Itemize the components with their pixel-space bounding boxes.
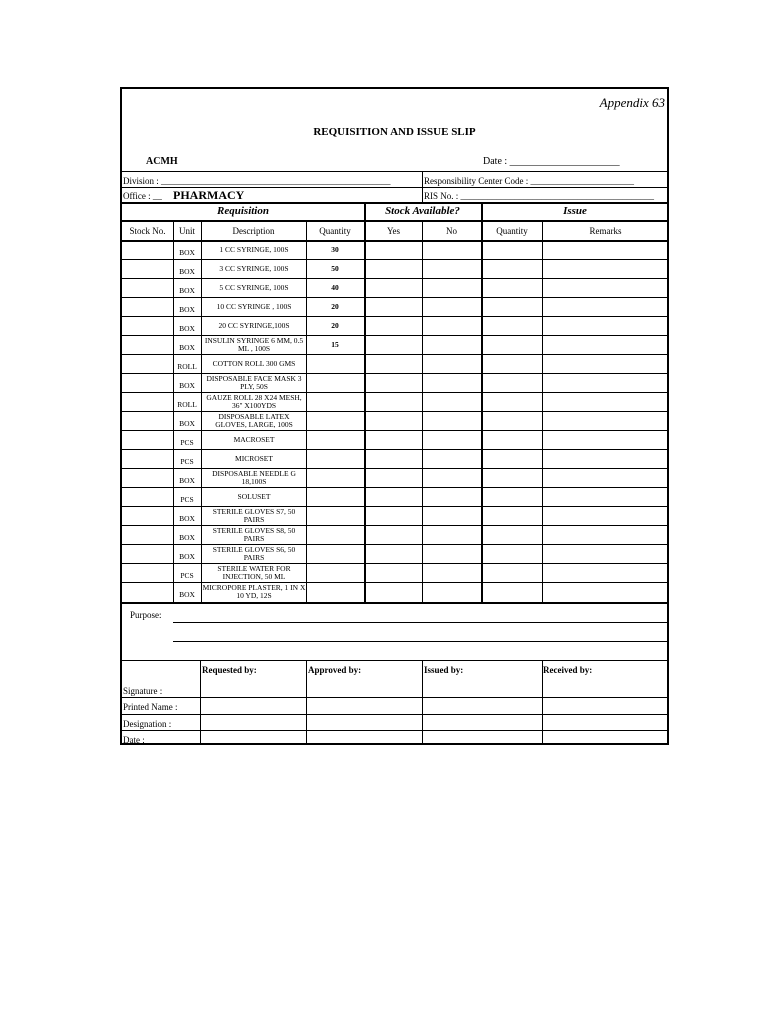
item-unit: BOX	[179, 267, 195, 276]
item-quantity	[306, 373, 364, 392]
item-quantity: 50	[331, 263, 339, 273]
group-header-issue: Issue	[563, 205, 587, 217]
item-quantity	[306, 354, 364, 373]
divider	[122, 602, 667, 604]
item-quantity: 15	[331, 339, 339, 349]
item-description: 10 CC SYRINGE , 100S	[216, 301, 292, 311]
purpose-line[interactable]	[173, 641, 667, 642]
responsibility-center-code-field[interactable]: Responsibility Center Code : _______________________	[424, 176, 634, 186]
item-unit: BOX	[179, 381, 195, 390]
divider	[122, 171, 667, 172]
column-header-description: Description	[232, 226, 275, 236]
purpose-label: Purpose:	[130, 610, 162, 620]
item-unit: BOX	[179, 248, 195, 257]
divider	[422, 660, 423, 745]
designation-row-label: Designation :	[123, 719, 172, 729]
item-unit: BOX	[179, 552, 195, 561]
item-quantity	[306, 544, 364, 563]
item-unit: PCS	[180, 438, 194, 447]
item-unit: PCS	[180, 457, 194, 466]
column-header-stock-no: Stock No.	[129, 226, 166, 236]
item-unit: ROLL	[177, 362, 197, 371]
divider	[481, 202, 483, 603]
item-unit: BOX	[179, 590, 195, 599]
divider	[122, 220, 667, 222]
item-unit: BOX	[179, 324, 195, 333]
requested-by-label: Requested by:	[202, 665, 257, 675]
group-header-requisition: Requisition	[217, 205, 269, 217]
appendix-label: Appendix 63	[599, 95, 665, 110]
item-description: DISPOSABLE FACE MASK 3 PLY, 50S	[206, 373, 302, 391]
approved-by-label: Approved by:	[308, 665, 362, 675]
item-quantity	[306, 582, 364, 601]
item-unit: PCS	[180, 571, 194, 580]
item-description: MACROSET	[233, 434, 275, 444]
item-quantity	[306, 411, 364, 430]
divider	[422, 171, 423, 202]
item-description: 5 CC SYRINGE, 100S	[219, 282, 289, 292]
received-by-label: Received by:	[543, 665, 593, 675]
item-unit: BOX	[179, 476, 195, 485]
divider	[200, 660, 201, 745]
issued-by-label: Issued by:	[424, 665, 464, 675]
divider	[122, 730, 667, 731]
signature-row-label: Signature :	[123, 686, 163, 696]
item-quantity	[306, 430, 364, 449]
divider	[306, 660, 307, 745]
divider	[122, 714, 667, 715]
requisition-issue-slip-form	[120, 87, 669, 745]
form-title: REQUISITION AND ISSUE SLIP	[313, 126, 476, 138]
item-description: GAUZE ROLL 28 X24 MESH, 36" X100YDS	[206, 392, 302, 410]
item-description: 3 CC SYRINGE, 100S	[219, 263, 289, 273]
entity-name: ACMH	[146, 156, 178, 167]
item-quantity: 20	[331, 320, 339, 330]
column-header-yes: Yes	[386, 226, 401, 236]
divider	[364, 202, 366, 603]
column-header-remarks: Remarks	[589, 226, 622, 236]
office-value[interactable]: PHARMACY	[173, 188, 245, 202]
item-quantity	[306, 468, 364, 487]
column-header-no: No	[446, 226, 457, 236]
ris-number-field[interactable]: RIS No. : ___________________________________________	[424, 191, 655, 201]
division-field[interactable]: Division : ___________________________________________________	[123, 176, 391, 186]
item-description: DISPOSABLE NEEDLE G 18,100S	[212, 468, 296, 486]
item-description: MICROSET	[235, 453, 273, 463]
group-header-stock-available: Stock Available?	[385, 205, 460, 217]
item-quantity	[306, 563, 364, 582]
item-unit: BOX	[179, 514, 195, 523]
item-description: INSULIN SYRINGE 6 MM, 0.5 ML , 100S	[204, 335, 304, 353]
item-description: MICROPORE PLASTER, 1 IN X 10 YD, 12S	[202, 582, 306, 600]
item-description: 1 CC SYRINGE, 100S	[219, 244, 289, 254]
divider	[122, 697, 667, 698]
item-quantity	[306, 449, 364, 468]
item-unit: BOX	[179, 305, 195, 314]
item-unit: BOX	[179, 533, 195, 542]
date-row-label: Date :	[123, 735, 145, 745]
column-header-issue-quantity: Quantity	[496, 226, 528, 236]
item-unit: BOX	[179, 286, 195, 295]
item-quantity	[306, 392, 364, 411]
item-description: STERILE WATER FOR INJECTION, 50 ML	[217, 563, 291, 581]
item-unit: BOX	[179, 343, 195, 352]
office-label: Office : __	[123, 191, 162, 201]
column-header-unit: Unit	[178, 226, 195, 236]
item-description: DISPOSABLE LATEX GLOVES, LARGE, 100S	[215, 411, 293, 429]
item-description: STERILE GLOVES S8, 50 PAIRS	[212, 525, 296, 543]
item-description: SOLUSET	[237, 491, 271, 501]
item-description: COTTON ROLL 300 GMS	[212, 358, 296, 368]
item-quantity	[306, 506, 364, 525]
item-quantity	[306, 525, 364, 544]
item-quantity: 30	[331, 244, 339, 254]
item-description: STERILE GLOVES S7, 50 PAIRS	[212, 506, 296, 524]
item-quantity: 40	[331, 282, 339, 292]
divider	[122, 660, 667, 661]
item-unit: ROLL	[177, 400, 197, 409]
date-field[interactable]: Date : ______________________	[483, 156, 620, 167]
item-description: STERILE GLOVES S6, 50 PAIRS	[212, 544, 296, 562]
item-description: 20 CC SYRINGE,100S	[218, 320, 290, 330]
item-quantity	[306, 487, 364, 506]
item-quantity: 20	[331, 301, 339, 311]
item-unit: PCS	[180, 495, 194, 504]
column-header-quantity: Quantity	[319, 226, 351, 236]
printed-name-row-label: Printed Name :	[123, 702, 178, 712]
item-unit: BOX	[179, 419, 195, 428]
purpose-line[interactable]	[173, 622, 667, 623]
